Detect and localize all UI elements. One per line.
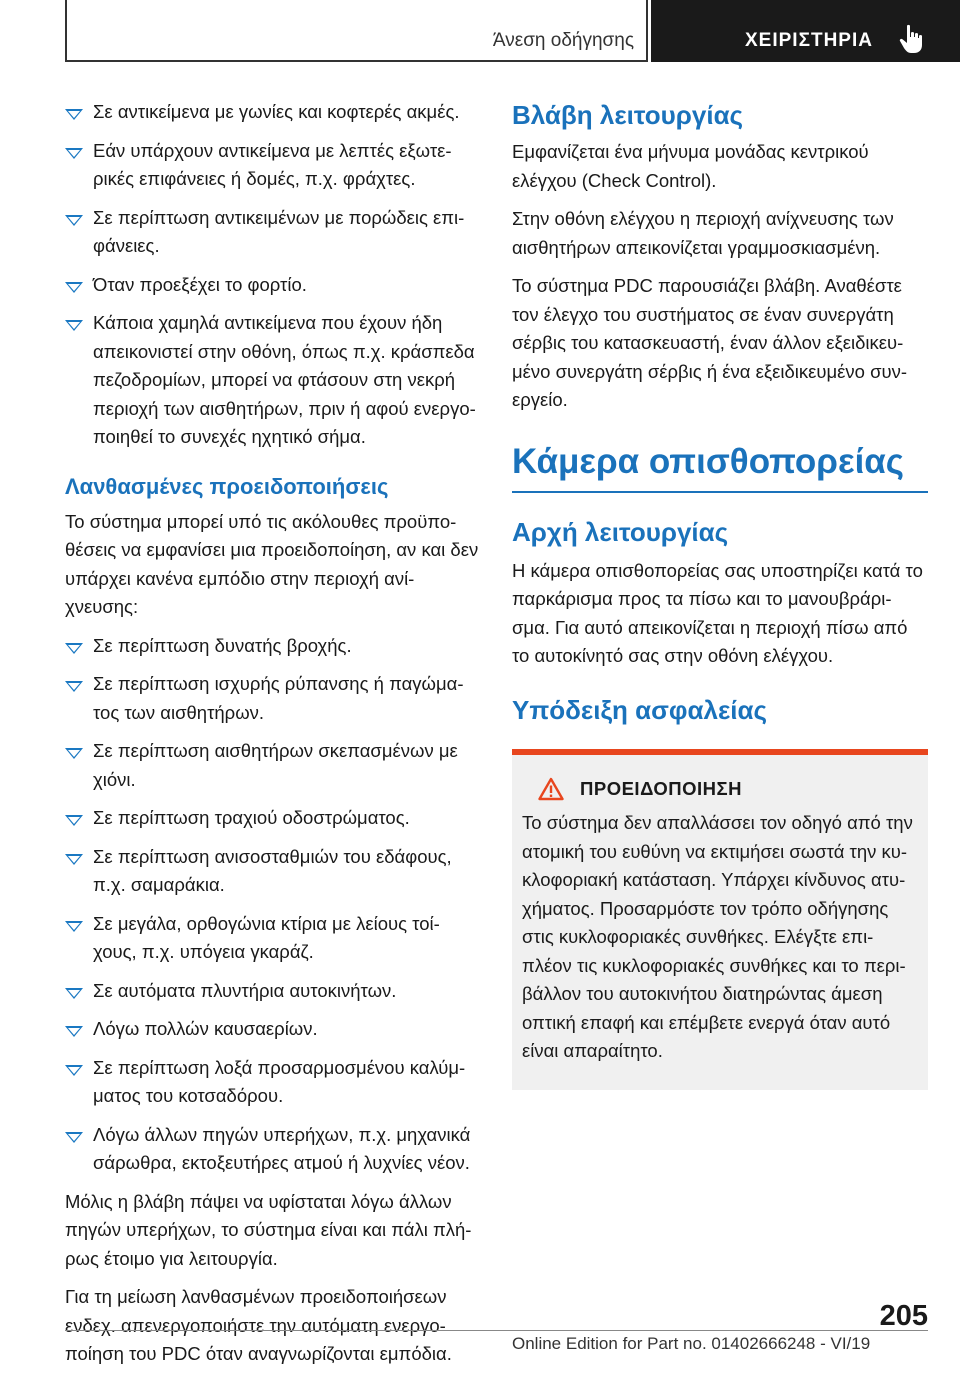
heading-safety-note: Υπόδειξη ασφαλείας bbox=[512, 694, 768, 725]
right-column bbox=[512, 98, 928, 1090]
list-item: Σε περίπτωση αντικειμένων με πορώδεις επι-φάνειες. bbox=[65, 204, 480, 261]
header-chapter-tab bbox=[651, 0, 960, 62]
left-column bbox=[65, 98, 480, 1379]
intro-paragraph: Το σύστημα μπορεί υπό τις ακόλουθες προϋπο-θέσεις να εμφανίσει μια προειδοποίηση, αν και δεν υπάρχει κανένα εμπόδιο στην περιοχή ανί-χνευσης: bbox=[65, 510, 479, 617]
warning-title: ΠΡΟΕΙΔΟΠΟΙΗΣΗ bbox=[580, 777, 742, 799]
heading-principle: Αρχή λειτουργίας bbox=[512, 516, 729, 547]
bullet-list-conditions bbox=[65, 98, 480, 452]
page-number: 205 bbox=[879, 1300, 928, 1332]
paragraph-recovery: Μόλις η βλάβη πάψει να υφίσταται λόγω άλλων πηγών υπερήχων, το σύστημα είναι και πάλι πλή-ρως έτοιμο για λειτουργία. bbox=[65, 1190, 472, 1269]
paragraph-check-control: Εμφανίζεται ένα μήνυμα μονάδας κεντρικού ελέγχου (Check Control). bbox=[512, 141, 869, 191]
triangle-bullet-icon bbox=[65, 854, 83, 865]
triangle-bullet-icon bbox=[65, 921, 83, 932]
bullet-list-false-warnings bbox=[65, 632, 480, 1178]
footer-edition: Online Edition for Part no. 01402666248 - VI/19 bbox=[512, 1334, 871, 1353]
list-item: Λόγω πολλών καυσαερίων. bbox=[65, 1015, 480, 1044]
list-item: Σε περίπτωση ανισοσταθμιών του εδάφους, π.χ. σαμαράκια. bbox=[65, 843, 480, 900]
triangle-bullet-icon bbox=[65, 1065, 83, 1076]
warning-triangle-icon bbox=[538, 777, 564, 801]
triangle-bullet-icon bbox=[65, 320, 83, 331]
paragraph-reduce-warnings: Για τη μείωση λανθασμένων προειδοποιήσεων ενδεχ. απενεργοποιήστε την αυτόματη ενεργο-ποίηση του PDC όταν αναγνωρίζονται εμπόδια. bbox=[65, 1286, 452, 1364]
heading-rear-camera: Κάμερα οπισθοπορείας bbox=[512, 441, 928, 493]
footer-divider bbox=[65, 1330, 928, 1331]
hand-pointer-icon bbox=[899, 24, 925, 54]
triangle-bullet-icon bbox=[65, 109, 83, 120]
list-item: Σε περίπτωση τραχιού οδοστρώματος. bbox=[65, 804, 480, 833]
triangle-bullet-icon bbox=[65, 215, 83, 226]
triangle-bullet-icon bbox=[65, 748, 83, 759]
triangle-bullet-icon bbox=[65, 282, 83, 293]
chapter-title: ΧΕΙΡΙΣΤΗΡΙΑ bbox=[745, 30, 873, 51]
section-title: Άνεση οδήγησης bbox=[492, 30, 634, 51]
list-item: Κάποια χαμηλά αντικείμενα που έχουν ήδη απεικονιστεί στην οθόνη, όπως π.χ. κράσπεδα πεζοδρομίων, μπορεί να φτάσουν στη νεκρή περιοχή των αισθητήρων, πριν ή αφού ενεργο-ποιηθεί το συνεχές ηχητικό σήμα. bbox=[65, 309, 480, 452]
paragraph-camera-principle: Η κάμερα οπισθοπορείας σας υποστηρίζει κατά το παρκάρισμα προς τα πίσω και το μανουβράρι-σμα. Για αυτό απεικονίζεται η περιοχή πίσω από το αυτοκίνητό σας στην οθόνη ελέγχου. bbox=[512, 559, 923, 666]
warning-box bbox=[512, 749, 928, 1090]
warning-header bbox=[538, 775, 918, 804]
list-item: Σε περίπτωση λοξά προσαρμοσμένου καλύμ-ματος του κοτσαδόρου. bbox=[65, 1054, 480, 1111]
paragraph-pdc-failure: Το σύστημα PDC παρουσιάζει βλάβη. Αναθέστε τον έλεγχο του συστήματος σε έναν συνεργάτη σέρβις του κατασκευαστή, έναν άλλον εξειδικευ-μένο συνεργάτη σέρβις ή ένα εξειδικευμένο συν-εργείο. bbox=[512, 275, 908, 410]
heading-false-warnings: Λανθασμένες προειδοποιήσεις bbox=[65, 473, 389, 499]
triangle-bullet-icon bbox=[65, 643, 83, 654]
heading-malfunction: Βλάβη λειτουργίας bbox=[512, 100, 744, 130]
paragraph-hatched-area: Στην οθόνη ελέγχου η περιοχή ανίχνευσης των αισθητήρων απεικονίζεται γραμμοσκιασμένη. bbox=[512, 208, 894, 258]
triangle-bullet-icon bbox=[65, 1132, 83, 1143]
list-item: Σε περίπτωση ισχυρής ρύπανσης ή παγώμα-τος των αισθητήρων. bbox=[65, 670, 480, 727]
list-item: Εάν υπάρχουν αντικείμενα με λεπτές εξωτε-ρικές επιφάνειες ή δομές, π.χ. φράχτες. bbox=[65, 137, 480, 194]
triangle-bullet-icon bbox=[65, 148, 83, 159]
list-item: Σε αυτόματα πλυντήρια αυτοκινήτων. bbox=[65, 977, 480, 1006]
triangle-bullet-icon bbox=[65, 681, 83, 692]
header-section-tab bbox=[65, 0, 648, 62]
list-item: Σε μεγάλα, ορθογώνια κτίρια με λείους τοί-χους, π.χ. υπόγεια γκαράζ. bbox=[65, 910, 480, 967]
list-item: Σε περίπτωση δυνατής βροχής. bbox=[65, 632, 480, 661]
triangle-bullet-icon bbox=[65, 1026, 83, 1037]
list-item: Λόγω άλλων πηγών υπερήχων, π.χ. μηχανικά σάρωθρα, εκτοξευτήρες ατμού ή λυχνίες νέον. bbox=[65, 1121, 480, 1178]
list-item: Σε αντικείμενα με γωνίες και κοφτερές ακμές. bbox=[65, 98, 480, 127]
list-item: Όταν προεξέχει το φορτίο. bbox=[65, 271, 480, 300]
list-item: Σε περίπτωση αισθητήρων σκεπασμένων με χιόνι. bbox=[65, 737, 480, 794]
triangle-bullet-icon bbox=[65, 815, 83, 826]
warning-text: Το σύστημα δεν απαλλάσσει τον οδηγό από την ατομική του ευθύνη να εκτιμήσει σωστά την κυ-κλοφοριακή κατάσταση. Υπάρχει κίνδυνος ατυ-χήματος. Προσαρμόστε τον τρόπο οδήγησης στις κυκλοφοριακές συνθήκες. Ελέγξτε επι-πλέον τις κυκλοφοριακές συνθήκες και το περι-βάλλον του αυτοκινήτου διατηρώντας άμεση οπτική επαφή και επέμβετε ενεργά όταν αυτό είναι απαραίτητο. bbox=[522, 812, 913, 1061]
triangle-bullet-icon bbox=[65, 988, 83, 999]
